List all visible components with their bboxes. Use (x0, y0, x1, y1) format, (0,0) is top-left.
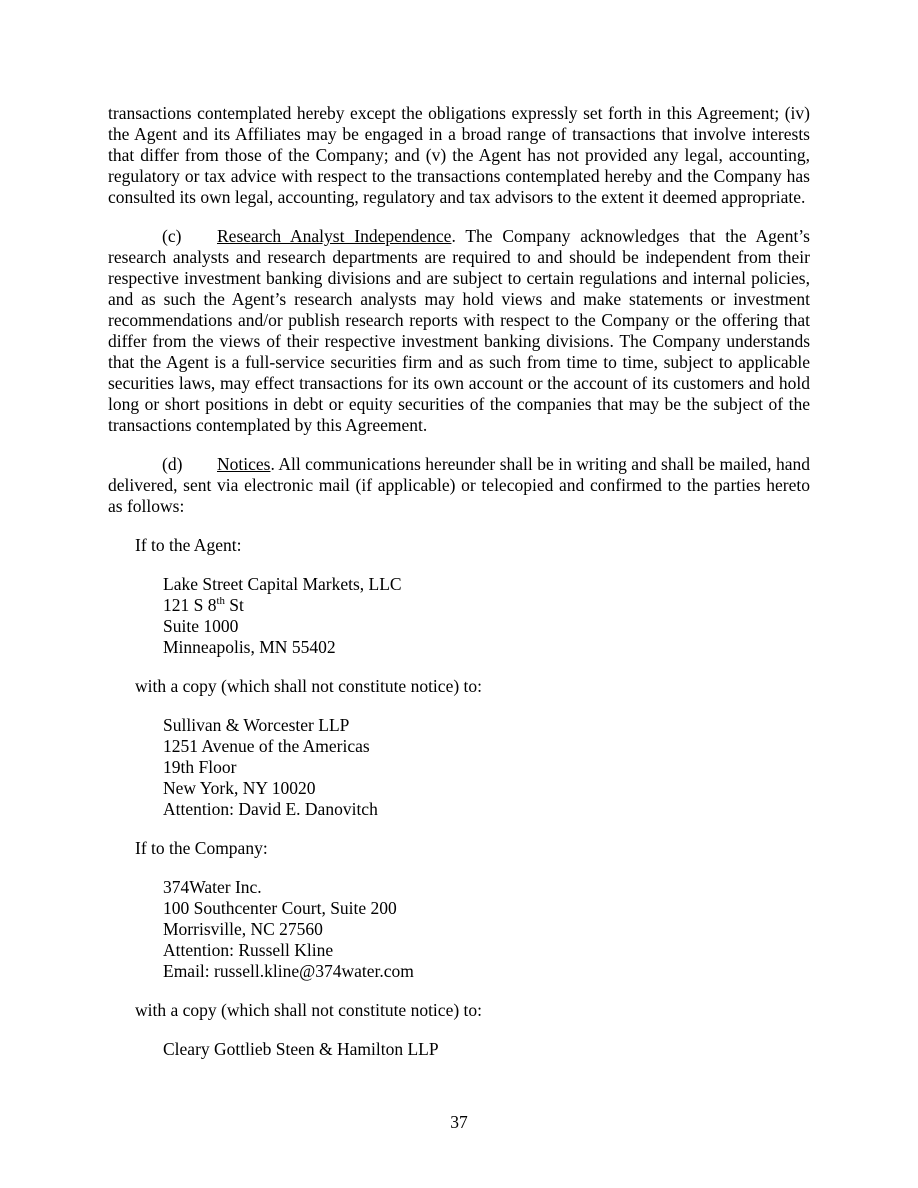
address-line: Attention: David E. Danovitch (163, 799, 378, 819)
address-line: Suite 1000 (163, 616, 239, 636)
address-line: Morrisville, NC 27560 (163, 919, 323, 939)
address-line: 19th Floor (163, 757, 237, 777)
document-body (108, 103, 810, 1078)
company-copy-address-block (108, 1039, 810, 1060)
section-d-paragraph (108, 454, 810, 517)
section-c-paragraph (108, 226, 810, 436)
section-d-label: (d) (162, 454, 183, 474)
company-address-block (108, 877, 810, 982)
agent-notice-intro: If to the Agent: (135, 535, 242, 555)
section-d-heading: Notices (217, 454, 271, 474)
company-notice-intro: If to the Company: (135, 838, 268, 858)
address-line-part: 121 S 8 (163, 595, 217, 615)
address-line: Minneapolis, MN 55402 (163, 637, 336, 657)
copy-notice-2: with a copy (which shall not constitute notice) to: (135, 1000, 483, 1020)
address-line-part: St (224, 595, 244, 615)
section-c-body: . The Company acknowledges that the Agent’s research analysts and research departments are required to and should be independent from their respective investment banking divisions and are subject to certain regulations and internal policies, and as such the Agent’s research analysts may hold views and make statements or investment recommendations and/or publish research reports with respect to the Company or the offering that differ from the views of their respective investment banking divisions. The Company understands that the Agent is a full-service securities firm and as such from time to time, subject to applicable securities laws, may effect transactions for its own account or the account of its customers and hold long or short positions in debt or equity securities of the companies that may be the subject of the transactions contemplated by this Agreement. (108, 226, 810, 435)
address-line: Sullivan & Worcester LLP (163, 715, 350, 735)
agent-copy-address-block (108, 715, 810, 820)
agent-address-block (108, 574, 810, 658)
page-number: 37 (450, 1112, 468, 1132)
section-c-heading: Research Analyst Independence (217, 226, 452, 246)
email-address-line: Email: russell.kline@374water.com (163, 961, 414, 981)
address-line: Attention: Russell Kline (163, 940, 334, 960)
copy-notice-1: with a copy (which shall not constitute notice) to: (135, 676, 483, 696)
address-line: Cleary Gottlieb Steen & Hamilton LLP (163, 1039, 439, 1059)
ordinal-superscript: th (216, 595, 225, 608)
address-line: New York, NY 10020 (163, 778, 316, 798)
address-line: 1251 Avenue of the Americas (163, 736, 370, 756)
address-line: Lake Street Capital Markets, LLC (163, 574, 402, 594)
address-line: 100 Southcenter Court, Suite 200 (163, 898, 397, 918)
section-c-label: (c) (162, 226, 182, 246)
address-line (163, 595, 810, 616)
paragraph-continuation: transactions contemplated hereby except the obligations expressly set forth in this Agreement; (iv) the Agent and its Affiliates may be engaged in a broad range of transactions that involve interests that differ from those of the Company; and (v) the Agent has not provided any legal, accounting, regulatory or tax advice with respect to the transactions contemplated hereby and the Company has consulted its own legal, accounting, regulatory and tax advisors to the extent it deemed appropriate. (108, 103, 810, 207)
address-line: 374Water Inc. (163, 877, 262, 897)
section-d-body: . All communications hereunder shall be in writing and shall be mailed, hand delivered, sent via electronic mail (if applicable) or telecopied and confirmed to the parties hereto as follows: (108, 454, 810, 516)
